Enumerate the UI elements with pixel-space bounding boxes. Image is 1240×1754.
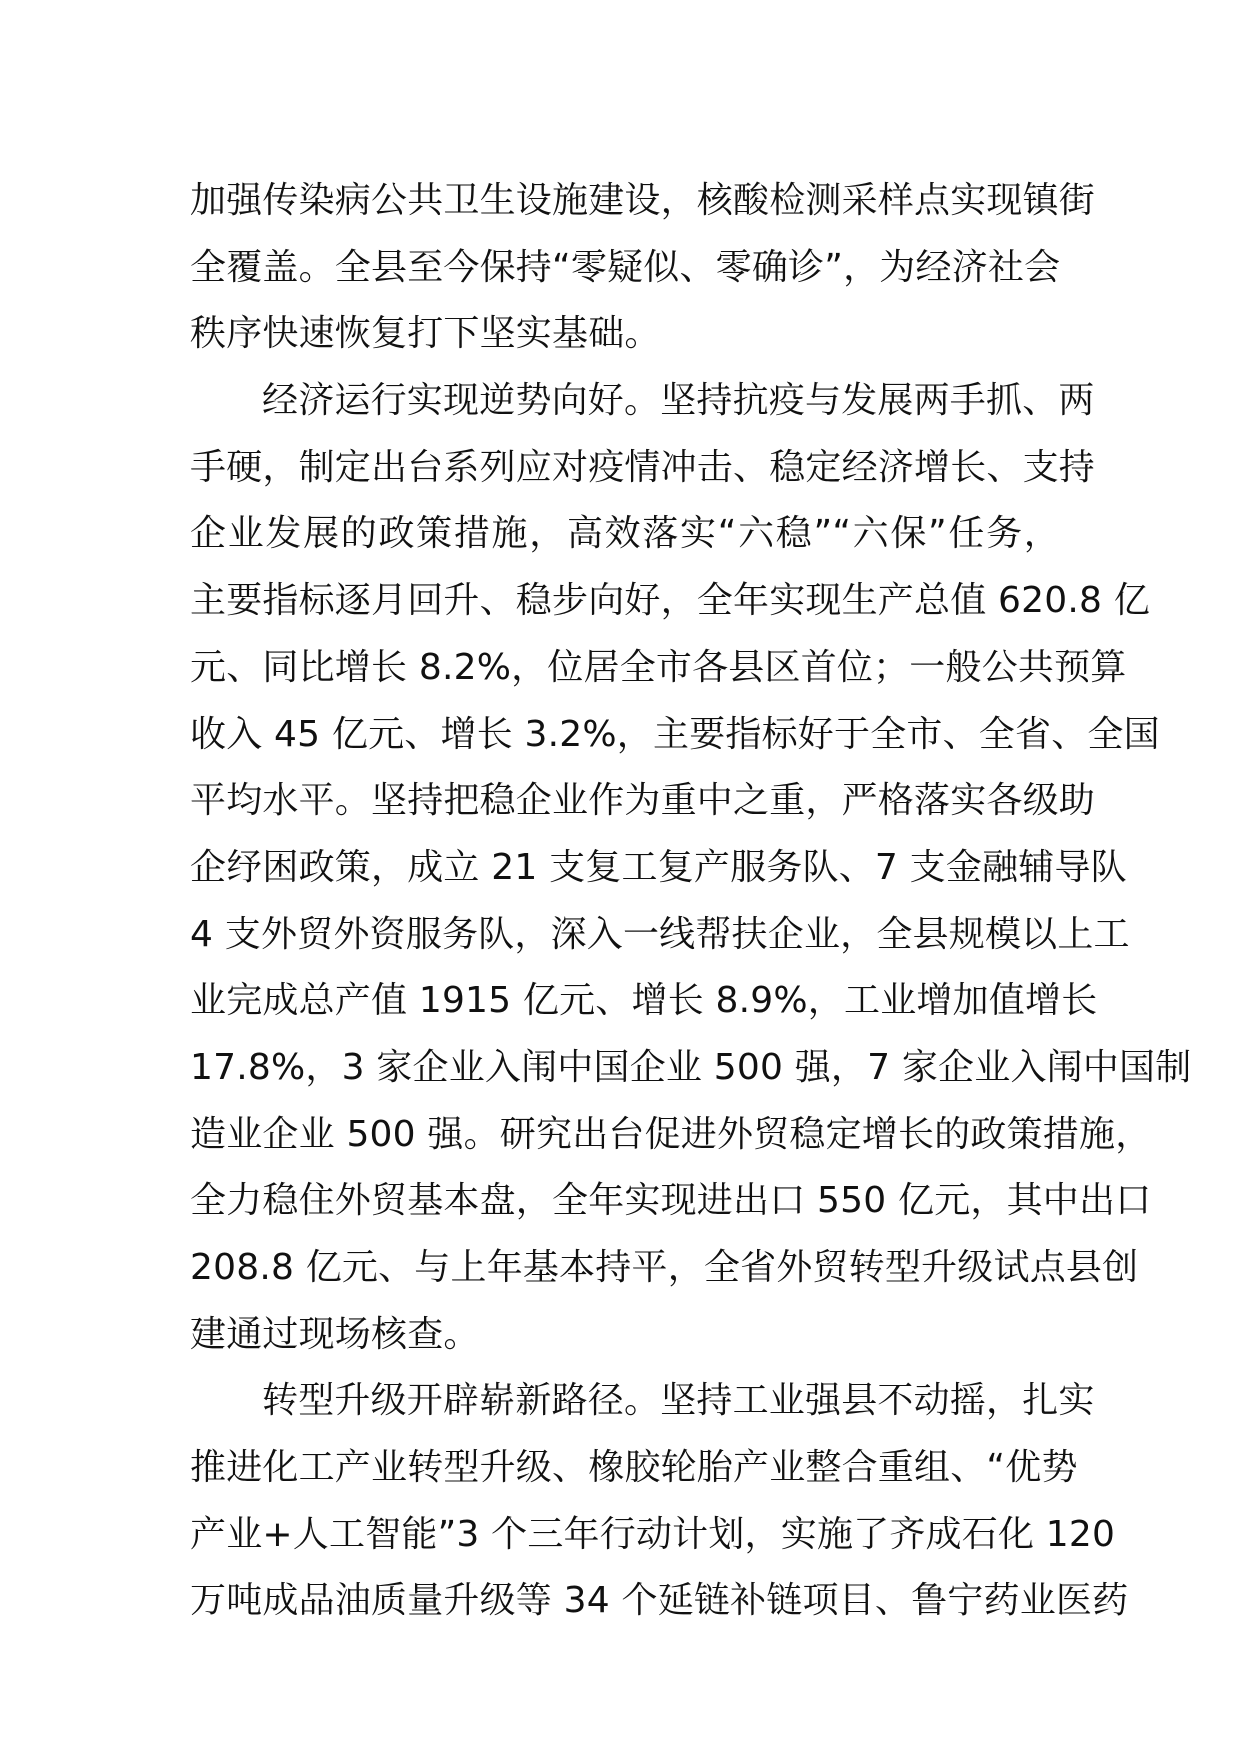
text-line: 秩序快速恢复打下坚实基础。 — [190, 313, 661, 355]
text-line: 手硬，制定出台系列应对疫情冲击、稳定经济增长、支持 — [190, 446, 1096, 488]
text-line: 企纾困政策，成立 21 支复工复产服务队、7 支金融辅导队 — [190, 846, 1127, 888]
text-line: 转型升级开辟崭新路径。坚持工业强县不动摇，扎实 — [262, 1380, 1095, 1422]
body-text — [190, 168, 1192, 1635]
text-line: 收入 45 亿元、增长 3.2%，主要指标好于全市、全省、全国 — [190, 713, 1160, 755]
text-line: 企业发展的政策措施，高效落实“六稳”“六保”任务， — [190, 513, 1060, 555]
text-line: 208.8 亿元、与上年基本持平，全省外贸转型升级试点县创 — [190, 1247, 1139, 1288]
text-line: 加强传染病公共卫生设施建设，核酸检测采样点实现镇街 — [190, 180, 1096, 221]
text-line: 元、同比增长 8.2%，位居全市各县区首位；一般公共预算 — [190, 646, 1127, 688]
text-line: 万吨成品油质量升级等 34 个延链补链项目、鲁宁药业医药 — [190, 1580, 1129, 1622]
text-line: 4 支外贸外资服务队，深入一线帮扶企业，全县规模以上工 — [190, 913, 1130, 955]
text-line: 全力稳住外贸基本盘，全年实现进出口 550 亿元，其中出口 — [190, 1180, 1152, 1222]
text-line: 建通过现场核查。 — [190, 1313, 480, 1355]
text-line: 推进化工产业转型升级、橡胶轮胎产业整合重组、“优势 — [190, 1447, 1078, 1489]
text-line: 全覆盖。全县至今保持“零疑似、零确诊”，为经济社会 — [190, 246, 1061, 288]
text-line: 业完成总产值 1915 亿元、增长 8.9%，工业增加值增长 — [190, 980, 1098, 1022]
text-line: 17.8%，3 家企业入闱中国企业 500 强，7 家企业入闱中国制 — [190, 1046, 1192, 1088]
text-line: 造业企业 500 强。研究出台促进外贸稳定增长的政策措施， — [190, 1113, 1152, 1155]
text-line: 主要指标逐月回升、稳步向好，全年实现生产总值 620.8 亿 — [190, 580, 1150, 622]
text-line: 经济运行实现逆势向好。坚持抗疫与发展两手抓、两 — [262, 380, 1095, 422]
text-line: 平均水平。坚持把稳企业作为重中之重，严格落实各级助 — [190, 780, 1096, 822]
text-line: 产业+人工智能”3 个三年行动计划，实施了齐成石化 120 — [190, 1513, 1116, 1555]
